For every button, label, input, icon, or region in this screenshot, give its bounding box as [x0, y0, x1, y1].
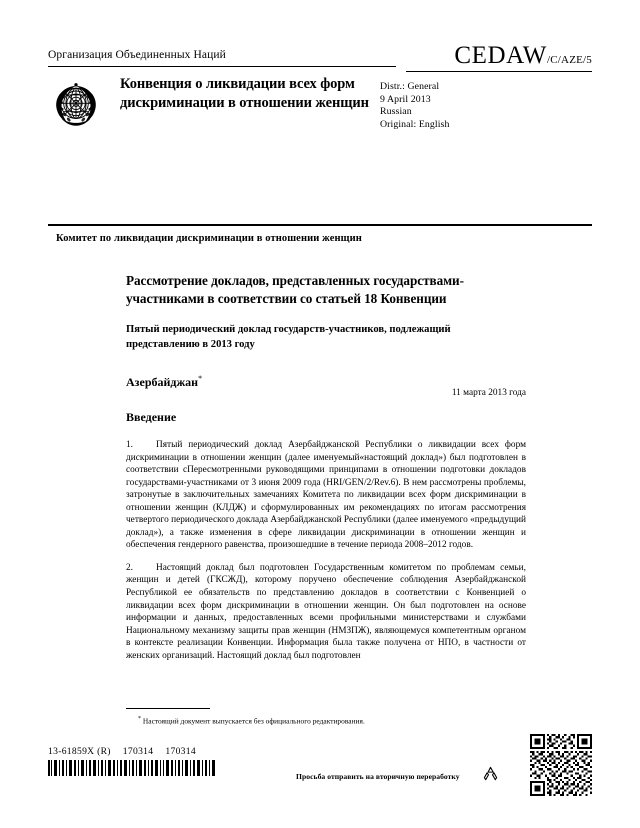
paragraph-2 [126, 562, 526, 662]
country-footnote-marker: * [198, 374, 203, 383]
paragraph-1 [126, 439, 526, 552]
country-row [126, 371, 526, 405]
paragraph-1-text: Пятый периодический доклад Азербайджанской Республики о ликвидации всех форм дискриминации в отношении женщин (далее именуемый«настоящий доклад») был подготовлен в соответствии сПересмотренными руководящими принципами в отношении подготовки докладов государствами-участниками от 3 июня 2009 года (HRI/GEN/2/Rev.6). В нем рассмотрены проблемы, затронутые в заключительных замечаниях Комитета по ликвидации всех форм дискриминации в отношении женщин (КЛДЖ) и сформулированных им рекомендациях по итогам рассмотрения четвертого периодического доклада Азербайджанской Республики (далее именуемого «предыдущий доклад»), а также изменения в сфере ликвидации дискриминации в отношении женщин и обеспечения гендерного равенства, произошедшие в течение периода 2008–2012 годов. [126, 440, 526, 551]
document-content [126, 272, 526, 672]
committee-name: Комитет по ликвидации дискриминации в отношении женщин [56, 233, 362, 244]
original-language-line: Original: English [380, 118, 450, 130]
job-number-line [48, 746, 196, 757]
convention-title: Конвенция о ликвидации всех форм дискриминации в отношении женщин [120, 76, 369, 111]
footer-date-one: 170314 [122, 746, 154, 757]
document-symbol [454, 42, 592, 70]
header-divider [48, 224, 592, 226]
paragraph-2-number: 2. [126, 562, 133, 573]
country-name-text: Азербайджан [126, 375, 199, 389]
job-number: 13-61859X (R) [48, 746, 111, 757]
masthead-rule-right [406, 71, 592, 72]
publication-date: 9 April 2013 [380, 93, 431, 105]
submission-date: 11 марта 2013 года [451, 388, 526, 398]
masthead-body [48, 73, 592, 133]
page-title: Рассмотрение докладов, представленных государствами-участниками в соответствии со статьей 18 Конвенции [126, 273, 464, 306]
un-emblem-icon [48, 77, 104, 133]
footnote-marker: * [138, 716, 142, 722]
masthead-rule-left [48, 66, 396, 67]
paragraph-2-text: Настоящий доклад был подготовлен Государственным комитетом по проблемам семьи, женщин и детей (ГКСЖД), которому поручено обеспечение соблюдения Азербайджанской Республикой ее обязательств по представлению докладов в соответствии с Конвенцией о ликвидации всех форм дискриминации в отношении женщин. Он был подготовлен на основе информации и данных, предоставленных всеми профильными министерствами и службами Национальному механизму защиты прав женщин (НМЗПЖ), являющемуся компетентным органом в контексте реализации Конвенции. Информация была также получена от НПО, в частности от женских организаций. Настоящий доклад был подготовлен [126, 562, 526, 661]
page-footer [48, 746, 592, 806]
footer-date-two: 170314 [165, 746, 196, 757]
paragraph-1-number: 1. [126, 440, 133, 450]
recycle-notice: Просьба отправить на вторичную переработку [296, 772, 460, 781]
qr-code [530, 734, 592, 796]
language-line: Russian [380, 106, 412, 118]
barcode [48, 760, 216, 776]
document-symbol-main: CEDAW [454, 42, 547, 69]
distribution-line: Distr.: General [380, 81, 440, 92]
footnote-text [126, 714, 526, 726]
recycling-icon [482, 766, 499, 781]
distribution-block [380, 73, 566, 131]
document-subtitle: Пятый периодический доклад государств-участников, подлежащий представлению в 2013 году [126, 324, 451, 350]
section-heading-introduction: Введение [126, 410, 177, 424]
masthead [48, 42, 592, 130]
footnote-block [126, 708, 526, 726]
footnote-body: Настоящий документ выпускается без официального редактирования. [142, 716, 365, 726]
footnote-separator [126, 708, 210, 709]
document-symbol-suffix: /C/AZE/5 [547, 54, 592, 66]
organization-name: Организация Объединенных Наций [48, 49, 226, 61]
